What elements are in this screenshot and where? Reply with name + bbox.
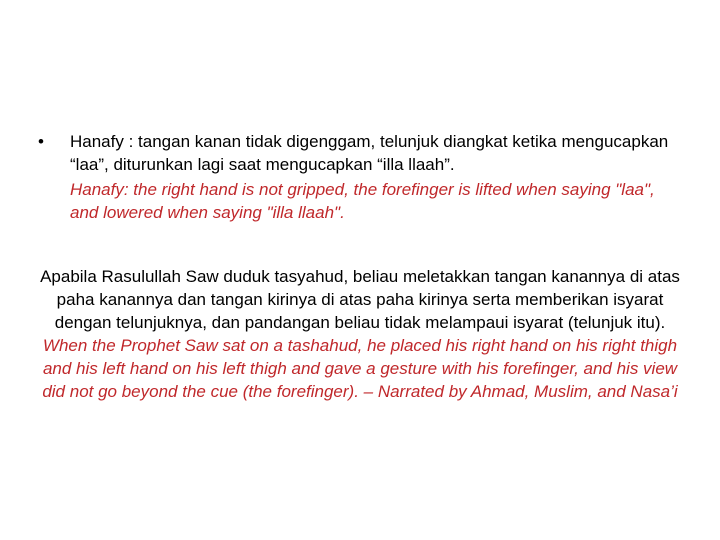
hadith-translation-text: When the Prophet Saw sat on a tashahud, he placed his right hand on his right thigh and his left hand on his left thigh and gave a gesture with his forefinger, and his view did not go beyond the cue (the forefinger). – Narrated by Ahmad, Muslim, and Nasa’i xyxy=(42,336,678,401)
bullet-item xyxy=(36,130,686,224)
bullet-block xyxy=(36,130,686,224)
bullet-translation-text: Hanafy: the right hand is not gripped, the forefinger is lifted when saying "laa", and lowered when saying "illa llaah". xyxy=(70,180,655,222)
bullet-point-icon: • xyxy=(38,132,44,151)
bullet-original-text: Hanafy : tangan kanan tidak digenggam, telunjuk diangkat ketika mengucapkan “laa”, diturunkan lagi saat mengucapkan “illa llaah”. xyxy=(70,132,669,174)
hadith-block xyxy=(34,265,686,403)
bullet-content xyxy=(70,130,686,224)
hadith-original-text: Apabila Rasulullah Saw duduk tasyahud, beliau meletakkan tangan kanannya di atas paha kanannya dan tangan kirinya di atas paha kirinya serta memberikan isyarat dengan telunjuknya, dan pandangan beliau tidak melampaui isyarat (telunjuk itu). xyxy=(40,267,680,332)
